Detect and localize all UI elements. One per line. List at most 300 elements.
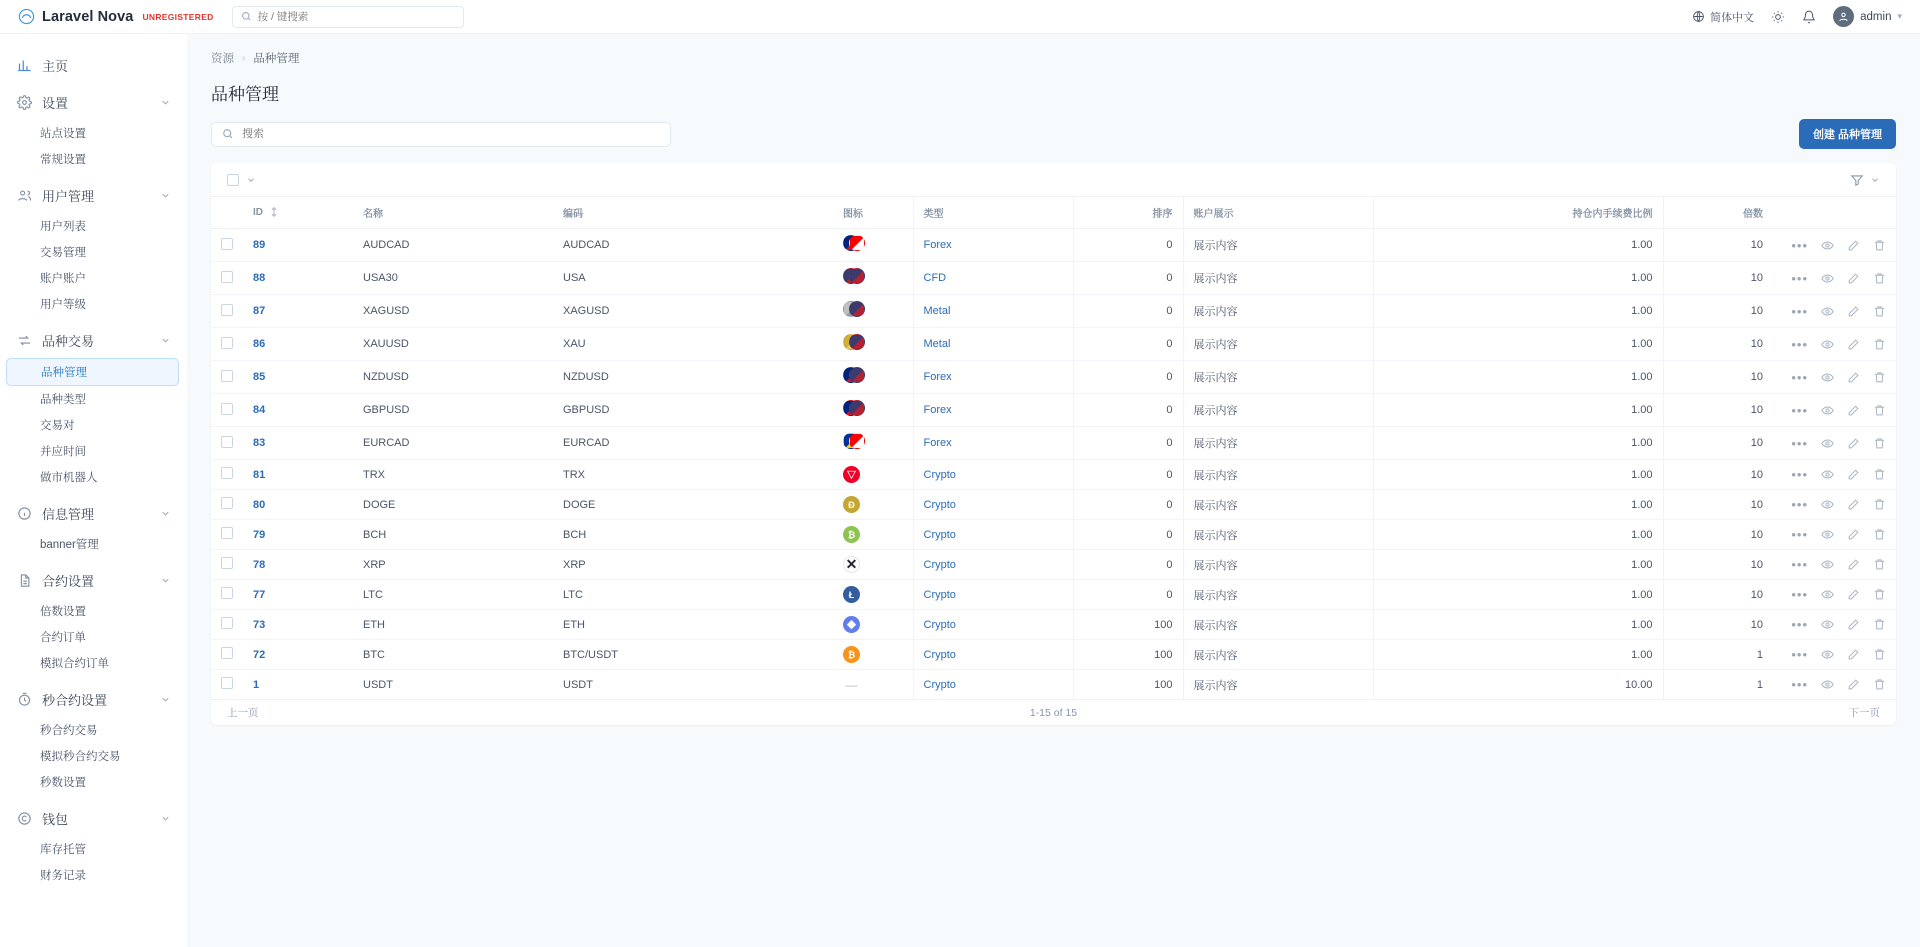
sidebar-home-label: 主页 — [42, 59, 69, 74]
cell-display: 展示内容 — [1183, 520, 1373, 550]
row-id-link[interactable]: 72 — [253, 648, 266, 661]
cell-min-amount: 1.00 — [1373, 610, 1663, 640]
row-id-link[interactable]: 81 — [253, 468, 266, 481]
sidebar-group-info-management-toggle[interactable] — [0, 496, 187, 531]
row-checkbox[interactable] — [221, 436, 233, 448]
row-type-link[interactable]: Forex — [923, 404, 952, 416]
th-actions — [1773, 197, 1896, 229]
laravel-nova-logo-icon — [18, 8, 35, 25]
delete-icon[interactable] — [1873, 468, 1886, 481]
cell-type — [913, 361, 1073, 394]
coin-ltc-icon: Ł — [843, 586, 860, 603]
row-id-link[interactable]: 77 — [253, 588, 266, 601]
row-id-link[interactable]: 84 — [253, 404, 266, 416]
th-icon[interactable]: 图标 — [833, 197, 913, 229]
table-row[interactable] — [211, 490, 1896, 520]
sidebar — [0, 34, 187, 947]
flag-usa-icon — [843, 268, 865, 285]
view-icon[interactable] — [1821, 371, 1834, 384]
cell-code: AUDCAD — [553, 229, 833, 262]
cell-min-amount: 10.00 — [1373, 670, 1663, 700]
sidebar-item-simulated-contract-orders[interactable]: 模拟合约订单 — [40, 658, 109, 670]
sidebar-item-contract-orders[interactable]: 合约订单 — [40, 632, 86, 644]
delete-icon[interactable] — [1873, 558, 1886, 571]
table-row[interactable] — [211, 394, 1896, 427]
table-row[interactable] — [211, 550, 1896, 580]
row-type-link[interactable]: CFD — [923, 272, 947, 284]
row-id-link[interactable]: 87 — [253, 305, 266, 317]
sidebar-group-label: 设置 — [42, 96, 69, 111]
cell-actions — [1773, 610, 1896, 640]
sidebar-item-home[interactable] — [0, 48, 187, 83]
edit-icon[interactable] — [1847, 272, 1860, 285]
view-icon[interactable] — [1821, 305, 1834, 318]
delete-icon[interactable] — [1873, 338, 1886, 351]
cell-id — [243, 394, 353, 427]
coin-doge-icon: Ð — [843, 496, 860, 513]
edit-icon[interactable] — [1847, 528, 1860, 541]
sidebar-group-second-contract-toggle[interactable] — [0, 682, 187, 717]
cell-display: 展示内容 — [1183, 610, 1373, 640]
table-row[interactable] — [211, 229, 1896, 262]
table-header-row — [211, 197, 1896, 229]
row-checkbox[interactable] — [221, 497, 233, 509]
row-id-link[interactable]: 85 — [253, 371, 266, 383]
table-row[interactable] — [211, 460, 1896, 490]
sidebar-group-second-contract — [0, 682, 187, 799]
chevron-down-icon[interactable] — [1870, 175, 1880, 185]
cell-name: NZDUSD — [353, 361, 553, 394]
chevron-down-icon — [160, 508, 171, 519]
view-icon[interactable] — [1821, 437, 1834, 450]
contract-icon — [16, 573, 32, 589]
global-search-input[interactable] — [258, 11, 455, 23]
th-select — [211, 197, 243, 229]
row-select-cell — [211, 640, 243, 670]
cell-sort: 0 — [1073, 490, 1183, 520]
table-row[interactable] — [211, 640, 1896, 670]
sidebar-item-site-settings[interactable]: 站点设置 — [40, 128, 86, 140]
row-id-link[interactable]: 89 — [253, 239, 266, 251]
row-checkbox[interactable] — [221, 337, 233, 349]
cell-multiple: 10 — [1663, 361, 1773, 394]
row-type-link[interactable]: Forex — [923, 371, 952, 383]
brand[interactable] — [18, 8, 214, 25]
row-more-actions[interactable]: ••• — [1791, 497, 1808, 512]
no-icon: — — [845, 677, 858, 692]
cell-name: DOGE — [353, 490, 553, 520]
sidebar-item-market-maker-bot[interactable]: 做市机器人 — [40, 472, 98, 484]
cell-name: XAGUSD — [353, 295, 553, 328]
sidebar-group-symbol-trading — [0, 323, 187, 494]
sidebar-item-user-level[interactable]: 用户等级 — [40, 299, 86, 311]
table-row[interactable] — [211, 520, 1896, 550]
sidebar-item-second-settings[interactable]: 秒数设置 — [40, 777, 86, 789]
cell-actions — [1773, 394, 1896, 427]
cell-multiple: 10 — [1663, 610, 1773, 640]
sidebar-item-general-settings[interactable]: 常规设置 — [40, 154, 86, 166]
row-type-link[interactable]: Crypto — [923, 468, 956, 481]
row-checkbox[interactable] — [221, 370, 233, 382]
cell-type — [913, 295, 1073, 328]
pagination-prev[interactable]: 上一页 — [227, 707, 259, 719]
top-bar — [0, 0, 1920, 34]
cell-actions — [1773, 427, 1896, 460]
coin-btc-icon: ₿ — [843, 646, 860, 663]
edit-icon[interactable] — [1847, 468, 1860, 481]
cell-multiple: 10 — [1663, 262, 1773, 295]
table-row[interactable] — [211, 427, 1896, 460]
user-menu[interactable] — [1833, 6, 1902, 27]
view-icon[interactable] — [1821, 272, 1834, 285]
pagination — [211, 699, 1896, 725]
coin-eth-icon: ◆ — [843, 616, 860, 633]
resource-table-card — [211, 163, 1896, 725]
row-checkbox[interactable] — [221, 587, 233, 599]
cell-min-amount: 1.00 — [1373, 328, 1663, 361]
row-checkbox[interactable] — [221, 467, 233, 479]
delete-icon[interactable] — [1873, 272, 1886, 285]
cell-display: 展示内容 — [1183, 229, 1373, 262]
table-row[interactable] — [211, 328, 1896, 361]
create-button[interactable]: 创建 品种管理 — [1799, 119, 1896, 149]
pagination-range: 1-15 of 15 — [1029, 706, 1078, 719]
edit-icon[interactable] — [1847, 618, 1860, 631]
cell-id — [243, 328, 353, 361]
cell-min-amount: 1.00 — [1373, 229, 1663, 262]
cell-name: LTC — [353, 580, 553, 610]
th-min-amount[interactable]: 持仓内手续费比例 — [1373, 197, 1663, 229]
row-more-actions[interactable]: ••• — [1791, 647, 1808, 662]
cell-sort: 100 — [1073, 640, 1183, 670]
sidebar-item-multiplier-settings[interactable]: 倍数设置 — [40, 606, 86, 618]
row-id-link[interactable]: 1 — [253, 678, 260, 691]
view-icon[interactable] — [1821, 588, 1834, 601]
view-icon[interactable] — [1821, 498, 1834, 511]
cell-code: BCH — [553, 520, 833, 550]
cell-min-amount: 1.00 — [1373, 427, 1663, 460]
delete-icon[interactable] — [1873, 371, 1886, 384]
cell-icon — [833, 580, 913, 610]
cell-code: EURCAD — [553, 427, 833, 460]
sidebar-group-symbol-trading-toggle[interactable] — [0, 323, 187, 358]
delete-icon[interactable] — [1873, 404, 1886, 417]
cell-id — [243, 640, 353, 670]
sidebar-item-second-contract-trading[interactable]: 秒合约交易 — [40, 725, 98, 737]
delete-icon[interactable] — [1873, 305, 1886, 318]
th-id-label: ID — [253, 207, 263, 218]
row-type-link[interactable]: Forex — [923, 437, 952, 449]
cell-code: ETH — [553, 610, 833, 640]
delete-icon[interactable] — [1873, 588, 1886, 601]
sidebar-item-symbol-management[interactable]: 品种管理 — [6, 358, 179, 386]
cell-multiple: 10 — [1663, 427, 1773, 460]
delete-icon[interactable] — [1873, 498, 1886, 511]
cell-min-amount: 1.00 — [1373, 361, 1663, 394]
edit-icon[interactable] — [1847, 338, 1860, 351]
cell-actions — [1773, 490, 1896, 520]
chevron-down-icon — [160, 575, 171, 586]
cell-display: 展示内容 — [1183, 361, 1373, 394]
row-id-link[interactable]: 79 — [253, 528, 266, 541]
row-more-actions[interactable]: ••• — [1791, 303, 1808, 319]
user-name: admin — [1860, 10, 1892, 23]
cell-multiple: 10 — [1663, 520, 1773, 550]
bell-icon[interactable] — [1802, 10, 1816, 24]
gear-icon — [16, 95, 32, 111]
row-id-link[interactable]: 83 — [253, 437, 266, 449]
table-row[interactable] — [211, 670, 1896, 700]
cell-id — [243, 262, 353, 295]
view-icon[interactable] — [1821, 648, 1834, 661]
delete-icon[interactable] — [1873, 618, 1886, 631]
th-multiple[interactable]: 倍数 — [1663, 197, 1773, 229]
cell-actions — [1773, 580, 1896, 610]
row-more-actions[interactable]: ••• — [1791, 336, 1808, 352]
row-more-actions[interactable]: ••• — [1791, 237, 1808, 253]
row-select-cell — [211, 295, 243, 328]
cell-min-amount: 1.00 — [1373, 640, 1663, 670]
cell-type — [913, 670, 1073, 700]
edit-icon[interactable] — [1847, 558, 1860, 571]
cell-type — [913, 550, 1073, 580]
chevron-down-icon — [160, 694, 171, 705]
row-more-actions[interactable]: ••• — [1791, 467, 1808, 482]
edit-icon[interactable] — [1847, 648, 1860, 661]
cell-icon — [833, 640, 913, 670]
cell-display: 展示内容 — [1183, 295, 1373, 328]
chevron-down-icon[interactable] — [246, 175, 256, 185]
sidebar-group-contract-settings-toggle[interactable] — [0, 563, 187, 598]
delete-icon[interactable] — [1873, 678, 1886, 691]
cell-sort: 0 — [1073, 580, 1183, 610]
row-checkbox[interactable] — [221, 677, 233, 689]
row-checkbox[interactable] — [221, 527, 233, 539]
view-icon[interactable] — [1821, 239, 1834, 252]
th-display[interactable]: 账户展示 — [1183, 197, 1373, 229]
resource-search[interactable] — [211, 122, 671, 147]
cell-display: 展示内容 — [1183, 262, 1373, 295]
language-switcher[interactable] — [1692, 9, 1754, 25]
cell-code: LTC — [553, 580, 833, 610]
row-type-link[interactable]: Crypto — [923, 588, 956, 601]
row-id-link[interactable]: 80 — [253, 498, 266, 511]
row-select-cell — [211, 520, 243, 550]
cell-id — [243, 229, 353, 262]
edit-icon[interactable] — [1847, 678, 1860, 691]
sidebar-group-label: 合约设置 — [42, 574, 95, 589]
edit-icon[interactable] — [1847, 498, 1860, 511]
cell-min-amount: 1.00 — [1373, 460, 1663, 490]
select-all-checkbox[interactable] — [227, 174, 239, 186]
row-id-link[interactable]: 88 — [253, 272, 266, 284]
sidebar-item-simulated-second-contract[interactable]: 模拟秒合约交易 — [40, 751, 121, 763]
cell-display: 展示内容 — [1183, 490, 1373, 520]
row-type-link[interactable]: Crypto — [923, 618, 956, 631]
row-type-link[interactable]: Crypto — [923, 648, 956, 661]
row-more-actions[interactable]: ••• — [1791, 369, 1808, 385]
cell-name: GBPUSD — [353, 394, 553, 427]
top-bar-right — [1692, 6, 1902, 27]
th-type[interactable]: 类型 — [913, 197, 1073, 229]
cell-code: DOGE — [553, 490, 833, 520]
cell-sort: 0 — [1073, 295, 1183, 328]
sun-icon[interactable] — [1771, 10, 1785, 24]
main-content — [187, 34, 1920, 947]
coin-bch-icon: ₿ — [843, 526, 860, 543]
row-type-link[interactable]: Crypto — [923, 528, 956, 541]
flag-nzd-usd-icon — [843, 367, 865, 384]
view-icon[interactable] — [1821, 558, 1834, 571]
wallet-icon — [16, 811, 32, 827]
cell-type — [913, 427, 1073, 460]
unregistered-badge: UNREGISTERED — [142, 11, 214, 22]
filter-icon[interactable] — [1850, 173, 1864, 187]
cell-icon — [833, 670, 913, 700]
global-search[interactable] — [232, 6, 464, 28]
exchange-icon — [16, 333, 32, 349]
cell-code: TRX — [553, 460, 833, 490]
cell-actions — [1773, 550, 1896, 580]
sidebar-group-settings — [0, 85, 187, 176]
row-type-link[interactable]: Crypto — [923, 678, 956, 691]
row-type-link[interactable]: Crypto — [923, 498, 956, 511]
row-checkbox[interactable] — [221, 557, 233, 569]
table-row[interactable] — [211, 295, 1896, 328]
cell-type — [913, 490, 1073, 520]
cell-display: 展示内容 — [1183, 427, 1373, 460]
row-id-link[interactable]: 78 — [253, 558, 266, 571]
delete-icon[interactable] — [1873, 239, 1886, 252]
row-checkbox[interactable] — [221, 617, 233, 629]
table-row[interactable] — [211, 361, 1896, 394]
cell-name: USDT — [363, 678, 393, 691]
row-checkbox[interactable] — [221, 647, 233, 659]
table-row[interactable] — [211, 262, 1896, 295]
row-type-link[interactable]: Forex — [923, 239, 952, 251]
cell-display: 展示内容 — [1183, 550, 1373, 580]
edit-icon[interactable] — [1847, 404, 1860, 417]
breadcrumb — [211, 50, 1896, 66]
cell-code: NZDUSD — [553, 361, 833, 394]
row-type-link[interactable]: Crypto — [923, 558, 956, 571]
sidebar-group-wallet-toggle[interactable] — [0, 801, 187, 836]
avatar — [1833, 6, 1854, 27]
row-type-link[interactable]: Metal — [923, 338, 951, 350]
row-more-actions[interactable]: ••• — [1791, 557, 1808, 572]
sidebar-item-trading-pair[interactable]: 交易对 — [40, 420, 75, 432]
row-type-link[interactable]: Metal — [923, 305, 951, 317]
row-more-actions[interactable]: ••• — [1791, 677, 1808, 692]
row-checkbox[interactable] — [221, 304, 233, 316]
cell-multiple: 10 — [1663, 490, 1773, 520]
edit-icon[interactable] — [1847, 437, 1860, 450]
table-row[interactable] — [211, 610, 1896, 640]
edit-icon[interactable] — [1847, 305, 1860, 318]
view-icon[interactable] — [1821, 468, 1834, 481]
view-icon[interactable] — [1821, 338, 1834, 351]
sidebar-item-inventory-custody[interactable]: 库存托管 — [40, 844, 86, 856]
row-more-actions[interactable]: ••• — [1791, 527, 1808, 542]
sidebar-item-finance-records[interactable]: 财务记录 — [40, 870, 86, 882]
row-more-actions[interactable]: ••• — [1791, 617, 1808, 632]
cell-icon — [833, 460, 913, 490]
sidebar-item-account[interactable]: 账户账户 — [40, 273, 86, 285]
edit-icon[interactable] — [1847, 371, 1860, 384]
cell-type — [913, 640, 1073, 670]
cell-display: 展示内容 — [1183, 580, 1373, 610]
sidebar-group-label: 信息管理 — [42, 507, 95, 522]
cell-id — [243, 520, 353, 550]
view-icon[interactable] — [1821, 678, 1834, 691]
sidebar-group-settings-toggle[interactable] — [0, 85, 187, 120]
edit-icon[interactable] — [1847, 588, 1860, 601]
cell-min-amount: 1.00 — [1373, 490, 1663, 520]
edit-icon[interactable] — [1847, 239, 1860, 252]
cell-sort: 0 — [1073, 520, 1183, 550]
row-more-actions[interactable]: ••• — [1791, 435, 1808, 451]
row-more-actions[interactable]: ••• — [1791, 270, 1808, 286]
row-more-actions[interactable]: ••• — [1791, 587, 1808, 602]
cell-name: USA30 — [353, 262, 553, 295]
cell-type — [913, 610, 1073, 640]
sidebar-item-response-time[interactable]: 并应时间 — [40, 446, 86, 458]
row-checkbox[interactable] — [221, 271, 233, 283]
th-code[interactable]: 编码 — [553, 197, 833, 229]
sidebar-group-label: 品种交易 — [42, 334, 95, 349]
coin-trx-icon: ▽ — [843, 466, 860, 483]
cell-min-amount: 1.00 — [1373, 394, 1663, 427]
row-checkbox[interactable] — [221, 238, 233, 250]
row-id-link[interactable]: 86 — [253, 338, 266, 350]
pagination-next[interactable]: 下一页 — [1848, 707, 1880, 719]
sidebar-item-banner-management[interactable]: banner管理 — [40, 539, 99, 551]
cell-sort: 0 — [1073, 262, 1183, 295]
sidebar-item-symbol-type[interactable]: 品种类型 — [40, 394, 86, 406]
row-checkbox[interactable] — [221, 403, 233, 415]
sidebar-item-user-list[interactable]: 用户列表 — [40, 221, 86, 233]
sidebar-item-transaction-management[interactable]: 交易管理 — [40, 247, 86, 259]
cell-sort: 100 — [1073, 610, 1183, 640]
row-more-actions[interactable]: ••• — [1791, 402, 1808, 418]
cell-icon — [833, 361, 913, 394]
delete-icon[interactable] — [1873, 528, 1886, 541]
breadcrumb-root[interactable]: 资源 — [211, 53, 234, 65]
cell-multiple: 10 — [1663, 394, 1773, 427]
cell-code: XAGUSD — [553, 295, 833, 328]
delete-icon[interactable] — [1873, 648, 1886, 661]
delete-icon[interactable] — [1873, 437, 1886, 450]
view-icon[interactable] — [1821, 404, 1834, 417]
th-name[interactable]: 名称 — [353, 197, 553, 229]
table-head — [211, 197, 1896, 229]
sidebar-group-user-management-toggle[interactable] — [0, 178, 187, 213]
cell-multiple: 10 — [1663, 580, 1773, 610]
th-sort[interactable]: 排序 — [1073, 197, 1183, 229]
row-id-link[interactable]: 73 — [253, 618, 266, 631]
th-id[interactable] — [243, 197, 353, 229]
table-row[interactable] — [211, 580, 1896, 610]
cell-icon — [833, 394, 913, 427]
sort-icon[interactable] — [270, 207, 278, 217]
users-icon — [16, 188, 32, 204]
row-select-cell — [211, 460, 243, 490]
resource-search-input[interactable] — [242, 128, 660, 140]
view-icon[interactable] — [1821, 528, 1834, 541]
cell-id — [243, 580, 353, 610]
view-icon[interactable] — [1821, 618, 1834, 631]
row-select-cell — [211, 229, 243, 262]
